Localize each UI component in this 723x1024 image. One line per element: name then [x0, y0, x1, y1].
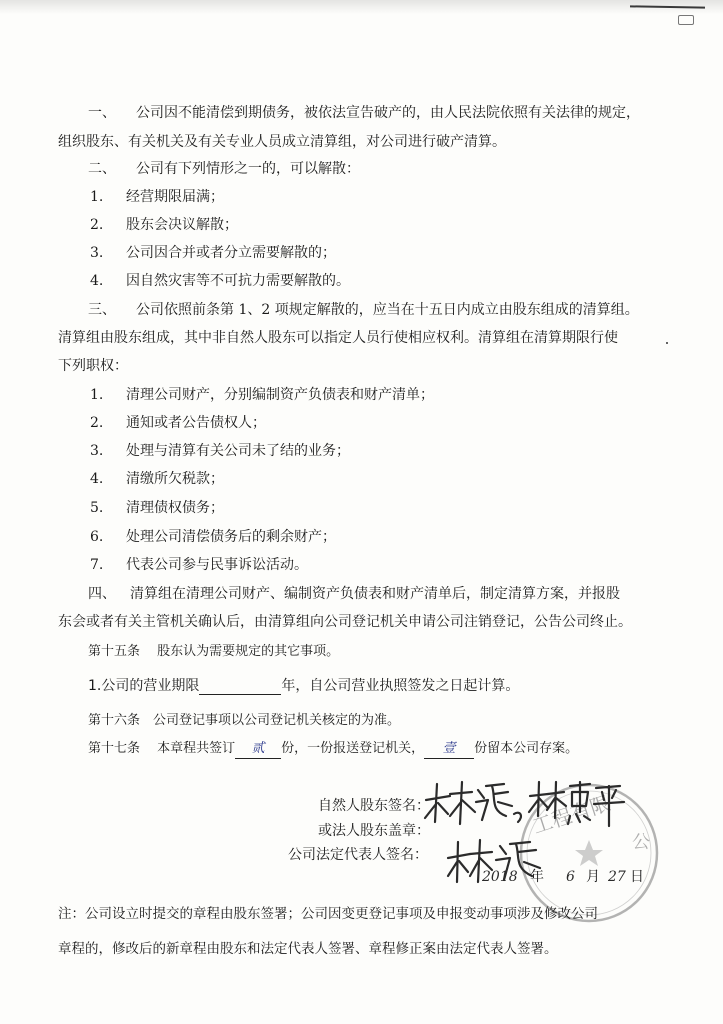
scan-speck	[666, 342, 668, 344]
article-2-heading	[88, 160, 360, 178]
svg-text:工程有限: 工程有限	[529, 790, 614, 839]
article-text: 公司有下列情形之一的，可以解散：	[136, 161, 360, 177]
article-4-line-1	[88, 585, 620, 603]
natural-person-signature-label: 自然人股东签名：	[318, 798, 430, 814]
article-label: 二、	[88, 161, 116, 177]
signature-date: 2018 年 6 月 27 日	[482, 869, 644, 885]
article-3-line-2: 清算组由股东组成，其中非自然人股东可以指定人员行使相应权利。清算组在清算期限行使	[58, 330, 618, 346]
clause-15-heading: 第十五条 股东认为需要规定的其它事项。	[88, 644, 340, 659]
date-year: 2018	[482, 869, 518, 885]
term-blank	[199, 678, 281, 695]
article-1-line-2: 组织股东、有关机关及有关专业人员成立清算组，对公司进行破产清算。	[58, 134, 506, 150]
list-item: 7. 代表公司参与民事诉讼活动。	[90, 557, 308, 573]
note-line-2: 章程的，修改后的新章程由股东和法定代表人签署、章程修正案由法定代表人签署。	[58, 941, 558, 957]
list-item: 2. 通知或者公告债权人；	[90, 415, 266, 431]
clause-16: 第十六条 公司登记事项以公司登记机关核定的为准。	[88, 713, 401, 728]
article-text: 公司因不能清偿到期债务，被依法宣告破产的，由人民法院依照有关法律的规定，	[136, 105, 640, 121]
shareholder-handwritten-signature	[420, 776, 630, 832]
list-item: 4. 清缴所欠税款；	[90, 471, 224, 487]
list-item: 5. 清理债权债务；	[90, 500, 224, 516]
clause-15-item: 1.公司的营业期限 年，自公司营业执照签发之日起计算。	[88, 678, 520, 694]
article-text: 公司依照前条第 1、2 项规定解散的，应当在十五日内成立由股东组成的清算组。	[136, 302, 639, 318]
list-item: 3. 公司因合并或者分立需要解散的；	[90, 245, 336, 261]
svg-text:公: 公	[632, 832, 650, 853]
legal-rep-signature-label: 公司法定代表人签名：	[288, 847, 428, 863]
list-item: 6. 处理公司清偿债务后的剩余财产；	[90, 529, 336, 545]
article-label: 四、	[88, 586, 116, 602]
list-item: 4. 因自然灾害等不可抗力需要解散的。	[90, 273, 350, 289]
list-item: 1. 清理公司财产，分别编制资产负债表和财产清单；	[90, 387, 434, 403]
list-item: 3. 处理与清算有关公司未了结的业务；	[90, 443, 350, 459]
clause-17: 第十七条 本章程共签订 贰 份，一份报送登记机关， 壹 份留本公司存案。	[88, 740, 578, 759]
article-1-line-1	[88, 104, 640, 122]
article-label: 三、	[88, 302, 116, 318]
list-item: 2. 股东会决议解散；	[90, 217, 238, 233]
article-label: 一、	[88, 105, 116, 121]
article-3-line-3: 下列职权：	[58, 358, 128, 374]
date-day: 27	[608, 869, 626, 885]
article-4-line-2: 东会或者有关主管机关确认后，由清算组向公司登记机关申请公司注销登记，公告公司终止。	[58, 614, 632, 630]
copies-kept-field: 壹	[424, 740, 474, 759]
note-line-1: 注：公司设立时提交的章程由股东签署；公司因变更登记事项及申报变动事项涉及修改公司	[58, 906, 598, 922]
article-3-line-1	[88, 301, 639, 319]
copies-total-field: 贰	[235, 740, 281, 759]
article-text: 清算组在清理公司财产、编制资产负债表和财产清单后，制定清算方案，并报股	[130, 586, 620, 602]
list-item: 1. 经营期限届满；	[90, 189, 224, 205]
date-month: 6	[566, 869, 575, 885]
scan-edge	[0, 0, 723, 14]
scan-mark	[678, 15, 694, 25]
legal-person-seal-label: 或法人股东盖章：	[318, 823, 430, 839]
